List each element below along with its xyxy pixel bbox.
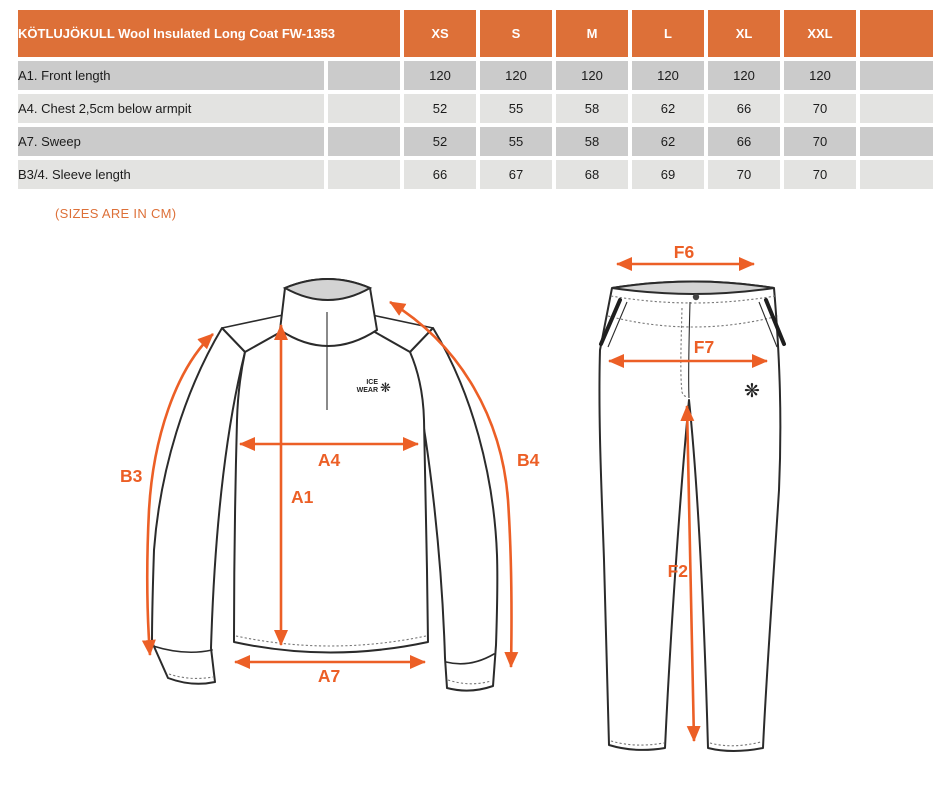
table-row-sweep <box>18 127 933 156</box>
value-cell: 120 <box>708 61 780 90</box>
size-col-header-s: S <box>480 10 552 57</box>
row-label: A1. Front length <box>18 61 324 90</box>
a1-label: A1 <box>291 487 314 507</box>
value-cell: 120 <box>784 61 856 90</box>
value-cell: 52 <box>404 127 476 156</box>
value-cell: 70 <box>784 94 856 123</box>
value-cell: 67 <box>480 160 552 189</box>
logo-text-line1: ICE <box>366 379 378 386</box>
value-cell-empty <box>860 61 933 90</box>
size-col-header-l: L <box>632 10 704 57</box>
row-label: A4. Chest 2,5cm below armpit <box>18 94 324 123</box>
logo-text-line2: WEAR <box>356 387 378 394</box>
coat-body <box>234 329 428 653</box>
pants-measurement-diagram <box>580 240 952 785</box>
value-cell: 120 <box>480 61 552 90</box>
value-cell: 70 <box>784 127 856 156</box>
size-col-header-m: M <box>556 10 628 57</box>
value-cell: 120 <box>404 61 476 90</box>
f2-measure-arrow <box>687 406 694 741</box>
value-cell: 62 <box>632 127 704 156</box>
table-row-front-length <box>18 61 933 90</box>
value-cell-empty <box>860 127 933 156</box>
spacer-cell <box>328 127 400 156</box>
table-row-sleeve-length <box>18 160 933 189</box>
value-cell-empty <box>860 94 933 123</box>
value-cell: 120 <box>632 61 704 90</box>
value-cell: 62 <box>632 94 704 123</box>
a7-label: A7 <box>317 666 341 686</box>
coat-measurement-diagram <box>90 250 555 720</box>
spacer-cell <box>328 94 400 123</box>
value-cell: 55 <box>480 94 552 123</box>
sizes-unit-note: (SIZES ARE IN CM) <box>55 206 177 221</box>
value-cell: 69 <box>632 160 704 189</box>
a4-label: A4 <box>317 450 341 470</box>
product-title: KÖTLUJÖKULL Wool Insulated Long Coat FW-1353 <box>18 10 400 57</box>
value-cell: 66 <box>708 127 780 156</box>
snowflake-icon: ❋ <box>380 380 391 395</box>
b3-label: B3 <box>120 466 143 486</box>
spacer-cell <box>328 61 400 90</box>
f7-label: F7 <box>693 337 715 357</box>
value-cell: 58 <box>556 127 628 156</box>
size-col-header-xl: XL <box>708 10 780 57</box>
value-cell: 120 <box>556 61 628 90</box>
f6-label: F6 <box>673 242 695 262</box>
row-label: B3/4. Sleeve length <box>18 160 324 189</box>
size-chart-table <box>14 6 937 193</box>
value-cell: 68 <box>556 160 628 189</box>
table-header-row <box>18 10 933 57</box>
value-cell: 70 <box>708 160 780 189</box>
table-row-chest <box>18 94 933 123</box>
value-cell: 66 <box>708 94 780 123</box>
size-col-header-xxl: XXL <box>784 10 856 57</box>
value-cell: 70 <box>784 160 856 189</box>
value-cell-empty <box>860 160 933 189</box>
b4-label: B4 <box>517 450 540 470</box>
value-cell: 58 <box>556 94 628 123</box>
snowflake-icon: ❋ <box>744 381 760 402</box>
value-cell: 52 <box>404 94 476 123</box>
row-label: A7. Sweep <box>18 127 324 156</box>
spacer-cell <box>328 160 400 189</box>
size-col-header-empty <box>860 10 933 57</box>
value-cell: 66 <box>404 160 476 189</box>
f2-label: F2 <box>667 561 688 581</box>
waist-button <box>693 294 699 300</box>
value-cell: 55 <box>480 127 552 156</box>
coat-left-sleeve <box>152 328 245 684</box>
size-col-header-xs: XS <box>404 10 476 57</box>
